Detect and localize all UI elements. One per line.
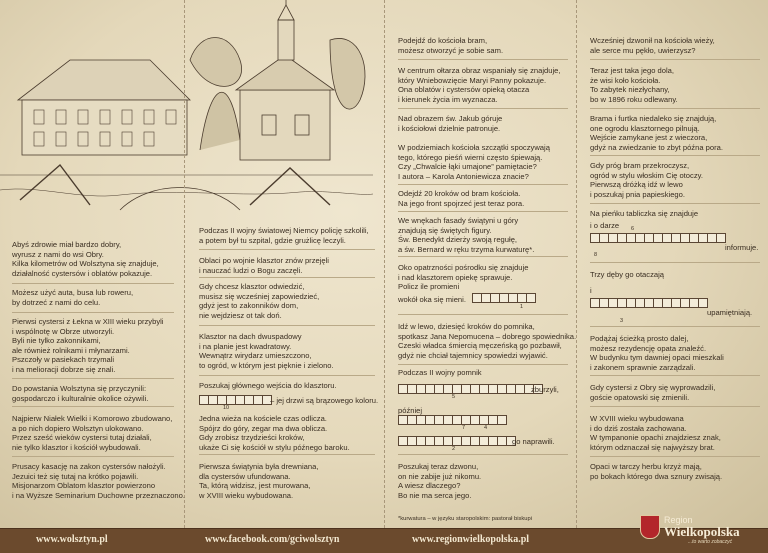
- col3-text-10: Poszukaj teraz dzwonu, on nie zabije już nikomu. A wiesz dlaczego? Bo nie ma serca jego.: [398, 462, 482, 500]
- puzzle-number: 10: [223, 405, 230, 411]
- divider: [398, 108, 568, 109]
- puzzle-number: 8: [594, 252, 598, 258]
- col3-text-3: Nad obrazem św. Jakub góruje i kościołowi dzielnie patronuje.: [398, 114, 503, 133]
- puzzle-number: 2: [452, 446, 456, 452]
- col4-text-6: Trzy dęby go otaczają: [590, 270, 665, 279]
- answer-cells-rays[interactable]: [472, 293, 535, 303]
- col2-text-4: Klasztor na dach dwuspadowy i na planie jest kwadratowy. Wewnątrz wirydarz umieszczono, to ogród, w którym jest pięknie i zielono.: [199, 332, 334, 370]
- col3-text-5: Odejdź 20 kroków od bram kościoła. Na jego front spojrzeć jest teraz pora.: [398, 189, 525, 208]
- col3-text-4: W podziemiach kościoła szczątki spoczywają tego, którego pieśń wierni często śpiewają. Czy „Chwalcie łąki umajone” pamiętacie? I autora – Karola Antoniewicza znacie?: [398, 143, 550, 181]
- divider: [590, 155, 760, 156]
- col4-text-1: Wcześniej dzwonił na kościoła wieży, ale serce mu pękło, uwierzysz?: [590, 36, 715, 55]
- puzzle-number: 1: [520, 304, 524, 310]
- column-divider: [576, 0, 577, 528]
- puzzle-number: 6: [631, 226, 635, 232]
- col3-text-9c: później: [398, 406, 423, 415]
- col1-text-6: Prusacy kasację na zakon cystersów nałożyli. Jezuici też się tutaj na krótko pojawili. Misjonarzom Oblatom klasztor powierzono i na Wyższe Seminarium Duchowne przeznaczono.: [12, 462, 185, 500]
- divider: [590, 59, 760, 60]
- col3-text-7b: wokół oka się mieni.: [398, 295, 466, 304]
- divider: [590, 108, 760, 109]
- divider: [12, 406, 174, 407]
- col2-text-1: Podczas II wojny światowej Niemcy policję szkolili, a potem był tu szpital, gdzie grużlicę leczyli.: [199, 226, 369, 245]
- col3-text-8: Idź w lewo, dziesięć kroków do pomnika, spotkasz Jana Nepomucena – dobrego spowiednika. Czeski władca śmiercią męczeńską go pozbawił, gdyż nie chciał tajemnicy spowiedzi wyjawić.: [398, 322, 577, 360]
- divider: [590, 406, 760, 407]
- col3-text-6: We wnękach fasady świątyni u góry znajdują się świętych figury. Św. Benedykt dzierży swoją regułę, a św. Bernard w ręku trzyma kurwaturę*.: [398, 216, 535, 254]
- answer-cells-gift[interactable]: [590, 233, 725, 243]
- divider: [199, 454, 375, 455]
- col4-text-6c: upamiętniają.: [707, 308, 753, 317]
- col4-text-10: Opaci w tarczy herbu krzyż mają, po bokach którego dwa sznury zwisają.: [590, 462, 723, 481]
- col3-text-1: Podejdź do kościoła bram, możesz otworzyć je sobie sam.: [398, 36, 504, 55]
- col1-text-3: Pierwsi cystersi z Łekna w XIII wieku przybyli i wspólnotę w Obrze utworzyli. Byli nie tylko zakonnikami, ale również rolnikami i młynarzami. Pszczoły w pasiekach trzymali i na melioracji dobrze się znali.: [12, 317, 164, 374]
- region-logo: [640, 511, 764, 551]
- col4-text-9: W XVIII wieku wybudowana i do dziś została zachowana. W tympanonie opachi znajdziesz znak, którym odznaczał się najwyższy brat.: [590, 414, 721, 452]
- divider: [398, 256, 568, 257]
- col3-text-9: Podczas II wojny pomnik: [398, 368, 482, 377]
- col1-text-4: Do powstania Wolsztyna się przyczynili: gospodarczo i kulturalnie okolice ożywili.: [12, 384, 149, 403]
- divider: [12, 283, 174, 284]
- divider: [199, 249, 375, 250]
- eagle-crest-icon: [640, 515, 660, 539]
- divider: [398, 364, 568, 365]
- monastery-sketch: [0, 0, 373, 215]
- col3-text-7: Oko opatrzności pośrodku się znajduje i nad klasztorem opiekę sprawuje. Policz ile promieni: [398, 263, 529, 292]
- col4-text-3: Brama i furtka niedaleko się znajdują, one ogrodu klasztornego pilnują. Wejście zamykane jest z wieczora, gdyż na zwiedzanie to zbyt późna pora.: [590, 114, 723, 152]
- col1-text-1: Abyś zdrowie miał bardzo dobry, wyrusz z nami do wsi Obry. Kilka kilometrów od Wolsztyna się znajduje, działalność cystersów i oblatów pokazuje.: [12, 240, 159, 278]
- divider: [398, 454, 568, 455]
- col4-text-5b: i o darze: [590, 221, 620, 230]
- col2-text-2: Oblaci po wojnie klasztor znów przejęli i nauczać ludzi o Bogu zaczęli.: [199, 256, 329, 275]
- footer-link-wolsztyn[interactable]: www.wolsztyn.pl: [36, 534, 108, 545]
- puzzle-number: 4: [484, 425, 488, 431]
- col4-text-8: Gdy cystersi z Obry się wyprowadzili, goście opatowski się zmienili.: [590, 383, 716, 402]
- divider: [590, 456, 760, 457]
- col3-text-2: W centrum ołtarza obraz wspaniały się znajduje, który Wniebowzięcie Maryi Panny pokazuje. Ona oblatów i cystersów opieką otacza i kierunek życia im wyznacza.: [398, 66, 561, 104]
- col2-text-7: Pierwsza świątynia była drewniana, dla cystersów ufundowana. Ta, którą widzisz, jest murowana, w XVIII wieku wybudowana.: [199, 462, 319, 500]
- footer-link-facebook[interactable]: www.facebook.com/gciwolsztyn: [205, 534, 340, 545]
- col4-text-2: Teraz jest taka jego dola, że wisi koło kościoła. To zabytek niezłychany, bo w 1896 roku odlewany.: [590, 66, 678, 104]
- divider: [398, 59, 568, 60]
- col3-text-9d: go naprawili.: [512, 437, 555, 446]
- divider: [12, 378, 174, 379]
- divider: [398, 211, 568, 212]
- col3-text-9b: zburzyli,: [531, 385, 559, 394]
- divider: [590, 375, 760, 376]
- col4-text-4: Gdy próg bram przekroczysz, ogród w stylu włoskim Cię otoczy. Pierwszą dróżką idź w lewo i poszukaj pnia papieskiego.: [590, 161, 703, 199]
- column-divider: [184, 0, 185, 528]
- answer-cells-door[interactable]: [199, 395, 271, 405]
- col2-text-3: Gdy chcesz klasztor odwiedzić, musisz się wcześniej zapowiedzieć, gdyż jest to zakonników dom, nie wejdziesz ot tak doń.: [199, 282, 320, 320]
- col4-text-5: Na pieńku tabliczka się znajduje: [590, 209, 699, 218]
- col1-text-2: Możesz użyć auta, busa lub roweru, by dotrzeć z nami do celu.: [12, 288, 134, 307]
- puzzle-number: 3: [620, 318, 624, 324]
- answer-cells-later-2[interactable]: [398, 436, 515, 446]
- divider: [590, 203, 760, 204]
- divider: [199, 375, 375, 376]
- divider: [398, 314, 568, 315]
- divider: [398, 184, 568, 185]
- answer-cells-later[interactable]: [398, 415, 506, 425]
- region-tagline: ...to warto zobaczyć: [688, 539, 733, 545]
- puzzle-number: 7: [462, 425, 466, 431]
- col2-text-5: Poszukaj głównego wejścia do klasztoru.: [199, 381, 337, 390]
- col2-text-6: Jedna wieża na kościele czas odlicza. Spójrz do góry, zegar ma dwa oblicza. Gdy zrobisz trzydzieści kroków, ukaże Ci się kościół w stylu późnego baroku.: [199, 414, 350, 452]
- divider: [12, 312, 174, 313]
- puzzle-number: 5: [452, 394, 456, 400]
- footer-link-region[interactable]: www.regionwielkopolska.pl: [412, 534, 530, 545]
- col2-text-5b: – jej drzwi są brązowego koloru.: [270, 396, 379, 405]
- col4-text-6b: i: [590, 286, 592, 295]
- region-label-small: Region: [664, 515, 693, 525]
- answer-cells-who[interactable]: [398, 384, 542, 394]
- divider: [12, 456, 174, 457]
- region-label-big: Wielkopolska: [664, 524, 740, 539]
- answer-cells-oaks[interactable]: [590, 298, 707, 308]
- divider: [199, 277, 375, 278]
- divider: [590, 262, 760, 263]
- divider: [199, 325, 375, 326]
- divider: [590, 326, 760, 327]
- column-divider: [384, 0, 385, 528]
- footnote: *kurwatura – w języku staropolskim: pastorał biskupi: [398, 516, 533, 522]
- col1-text-5: Najpierw Niałek Wielki i Komorowo zbudowano, a po nich dopiero Wolsztyn ulokowano. Przez sześć wieków cystersi tutaj działali, nie tylko klasztor i kościół wybudowali.: [12, 414, 173, 452]
- col4-text-5c: informuje.: [725, 243, 759, 252]
- col4-text-7: Podążaj ścieżką prosto dalej, możesz rezydencję opata znaleźć. W budynku tym dawniej opaci mieszkali i zakonem sprawnie zarządzali.: [590, 334, 724, 372]
